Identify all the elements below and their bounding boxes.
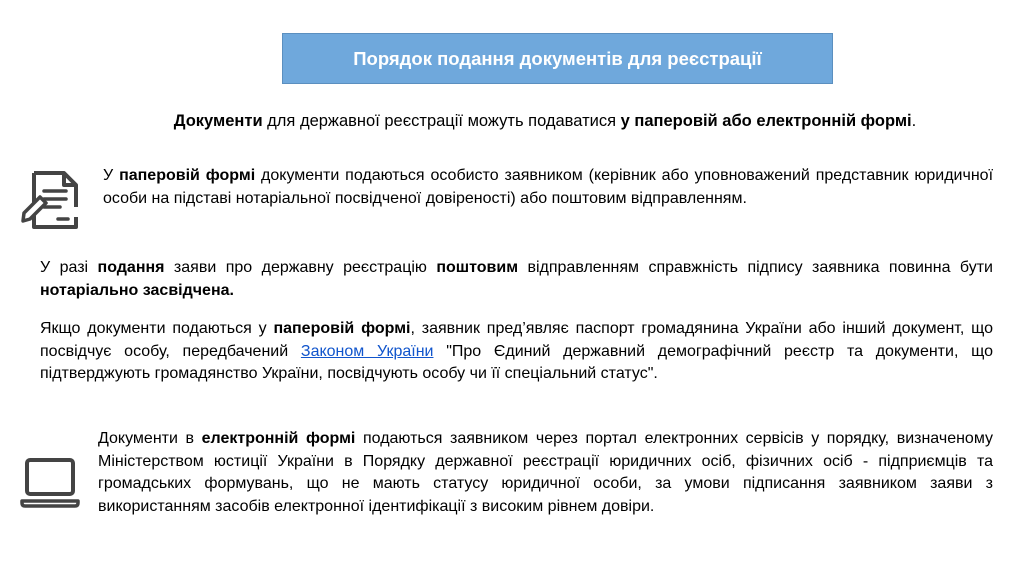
postal-text-3: відправленням справжність підпису заявника повинна бути <box>518 259 993 276</box>
law-link[interactable]: Законом України <box>300 342 434 360</box>
intro-text-1: для державної реєстрації можуть подаватися <box>262 112 621 130</box>
intro-text-2: . <box>911 112 917 130</box>
paper-form-paragraph <box>103 165 993 210</box>
laptop-icon <box>20 457 80 509</box>
electronic-text-2: подаються заявником через портал електронних сервісів у порядку, визначеному Міністерством юстиції України в Порядку державної реєстрації юридичних осіб, фізичних осіб - підприємців та громадських формувань, що не мають статусу юридичної особи, за умови підписання заявником заяви з використанням засобів електронної ідентифікації з високим рівнем довіри. <box>98 430 994 515</box>
passport-text-1: Якщо документи подаються у <box>40 320 274 337</box>
postal-paragraph <box>40 257 993 302</box>
postal-text-1: У разі <box>40 259 98 276</box>
postal-text-2: заяви про державну реєстрацію <box>164 259 437 276</box>
slide-title-text: Порядок подання документів для реєстрації <box>353 47 762 69</box>
postal-bold-2: поштовим <box>436 259 519 276</box>
passport-text-3: "Про Єдиний державний демографічний реєстр та документи, що підтверджують громадянство України, посвідчують особу чи її спеціальний статус". <box>40 342 994 382</box>
intro-bold-1: Документи <box>173 112 263 130</box>
passport-text-2: , заявник пред’являє паспорт громадянина України або інший документ, що посвідчує особу, передбачений <box>40 320 994 360</box>
electronic-bold-1: електронній формі <box>201 430 356 447</box>
document-pen-icon <box>20 167 86 233</box>
postal-bold-3: нотаріально засвідчена. <box>40 281 234 299</box>
paper-text-1: У <box>103 167 120 184</box>
intro-paragraph <box>140 109 950 133</box>
electronic-form-paragraph <box>98 428 993 518</box>
slide-title <box>282 33 833 84</box>
paper-text-2: документи подаються особисто заявником (керівник або уповноважений представник юридичної особи на підставі нотаріальної посвідченої довіреності) або поштовим відправленням. <box>103 167 994 207</box>
passport-paragraph <box>40 318 993 386</box>
passport-bold-1: паперовій формі <box>273 320 411 337</box>
intro-bold-2: у паперовій або електронній формі <box>620 112 912 130</box>
paper-bold-1: паперовій формі <box>119 167 256 184</box>
electronic-text-1: Документи в <box>98 430 202 447</box>
postal-bold-1: подання <box>97 259 165 276</box>
